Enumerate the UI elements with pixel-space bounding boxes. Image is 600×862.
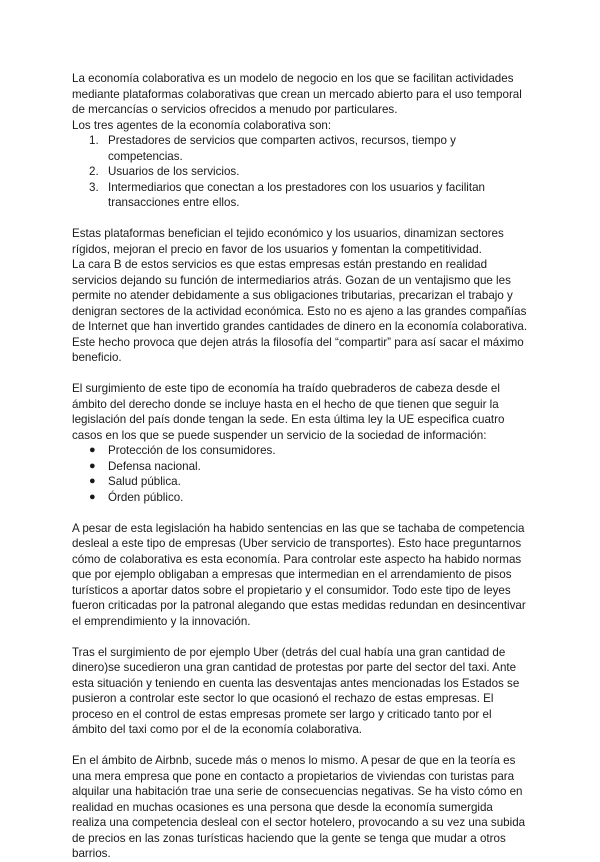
list-item	[72, 180, 528, 211]
list-item-text: Defensa nacional.	[108, 459, 201, 473]
list-number: 1.	[89, 134, 99, 147]
agents-heading: Los tres agentes de la economía colaborativa son:	[72, 118, 332, 132]
paragraph-gap	[72, 211, 528, 227]
list-number: 2.	[89, 165, 99, 178]
bullet-icon: ●	[89, 475, 96, 487]
list-item-text: Prestadores de servicios que comparten activos, recursos, tiempo y competencias.	[108, 134, 456, 163]
intro-paragraph: La economía colaborativa es un modelo de negocio en los que se facilitan actividades mediante plataformas colaborativas que crean un mercado abierto para el uso temporal de mercancías o servicios ofrecidos a menudo por particulares.	[72, 72, 522, 116]
list-number: 3.	[89, 180, 99, 194]
competition-paragraph: A pesar de esta legislación ha habido sentencias en las que se tachaba de competencia desleal a este tipo de empresas (Uber servicio de transportes). Esto hace preguntarnos cómo de colaborativa es esta economía. Para controlar este aspecto ha habido normas que por ejemplo obligaban a empresas que intermedian en el arrendamiento de pisos turísticos a aportar datos sobre el propietario y el consumidor. Todo este tipo de leyes fueron criticadas por la patronal alegando que estas medidas redundan en desincentivar el emprendimiento y la innovación.	[72, 521, 526, 628]
list-item-text: Salud pública.	[108, 475, 181, 488]
benefits-paragraph: Estas plataformas benefician el tejido económico y los usuarios, dinamizan sectores rígidos, mejoran el precio en favor de los usuarios y fomentan la competitividad.	[72, 227, 504, 256]
list-item-text: Protección de los consumidores.	[108, 444, 276, 457]
list-item	[72, 133, 528, 164]
list-item	[72, 443, 528, 459]
list-item	[72, 164, 528, 180]
list-item	[72, 490, 528, 506]
paragraph-gap	[72, 738, 528, 754]
legal-paragraph: El surgimiento de este tipo de economía ha traído quebraderos de cabeza desde el ámbito del derecho donde se incluye hasta en el hecho de que tienen que seguir la legislación del país donde tengan la sede. En esta última ley la UE especifica cuatro casos en los que se puede suspender un servicio de la sociedad de información:	[72, 382, 505, 442]
airbnb-paragraph: En el ámbito de Airbnb, sucede más o menos lo mismo. A pesar de que en la teoría es una mera empresa que pone en contacto a propietarios de viviendas con turistas para alquilar una habitación trae una serie de consecuencias negativas. Se ha visto cómo en realidad en muchas ocasiones es una persona que desde la economía sumergida realiza una competencia desleal con el sector hotelero, provocando a su vez una subida de precios en las zonas turísticas haciendo que la gente se tenga que mudar a otros barrios.	[72, 754, 526, 860]
list-item-text: Órden público.	[108, 490, 184, 504]
bullet-icon: ●	[89, 490, 96, 503]
list-item-text: Usuarios de los servicios.	[108, 165, 240, 178]
paragraph-gap	[72, 629, 528, 645]
paragraph-gap	[72, 366, 528, 382]
list-item-text: Intermediarios que conectan a los prestadores con los usuarios y facilitan transacciones entre ellos.	[108, 180, 486, 209]
bullet-icon: ●	[89, 459, 96, 472]
cara-b-paragraph: La cara B de estos servicios es que estas empresas están prestando en realidad servicios dejando su función de intermediarios atrás. Gozan de un ventajismo que les permite no atender debidamente a sus obligaciones tributarias, precarizan el trabajo y denigran sectores de la actividad económica. Esto no es ajeno a las grandes compañías de Internet que han invertido grandes cantidades de dinero en la economía colaborativa. Este hecho provoca que dejen atrás la filosofía del “compartir” para así sacar el máximo beneficio.	[72, 258, 528, 364]
list-item	[72, 459, 528, 475]
list-item	[72, 474, 528, 490]
uber-paragraph: Tras el surgimiento de por ejemplo Uber (detrás del cual había una gran cantidad de dinero)se sucedieron una gran cantidad de protestas por parte del sector del taxi. Ante esta situación y teniendo en cuenta las desventajas antes mencionadas los Estados se pusieron a controlar este sector lo que ocasionó el rechazo de estas empresas. El proceso en el control de estas empresas promete ser largo y criticado tanto por el ámbito del taxi como por el de la economía colaborativa.	[72, 645, 520, 736]
document-body	[72, 71, 528, 862]
cases-list	[72, 443, 528, 505]
paragraph-gap	[72, 505, 528, 521]
agents-list	[72, 133, 528, 211]
bullet-icon: ●	[89, 444, 96, 456]
